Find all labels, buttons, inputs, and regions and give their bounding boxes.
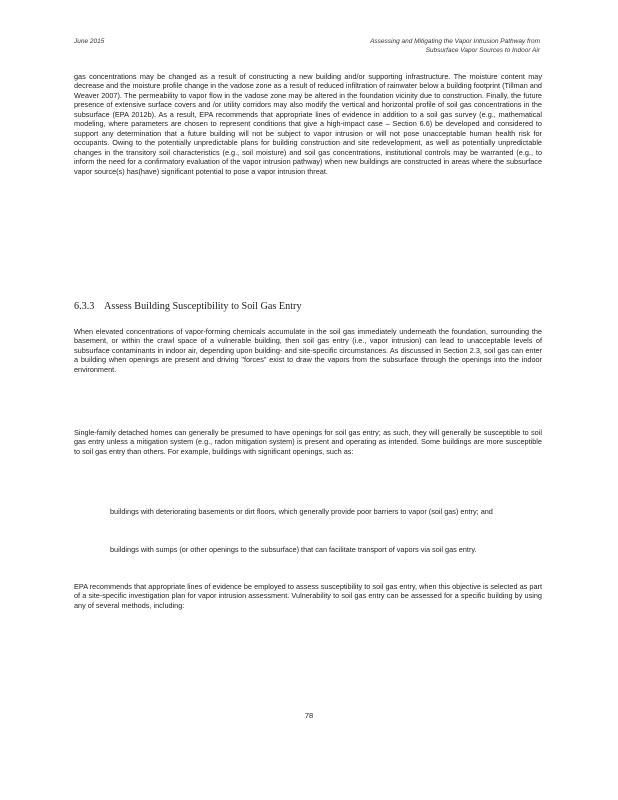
section-number: 6.3.3 [74, 301, 95, 312]
paragraph-epa-recommends [74, 582, 542, 610]
header-title-line2: Subsurface Vapor Sources to Indoor Air [425, 46, 540, 54]
page-number: 78 [304, 711, 314, 720]
header-date: June 2015 [74, 38, 105, 45]
section-heading [74, 301, 542, 312]
paragraph-single-family-homes [74, 428, 542, 456]
paragraph-elevated-concentrations [74, 327, 542, 374]
paragraph-text: EPA recommends that appropriate lines of evidence be employed to assess susceptibility to soil gas entry, when this objective is selected as part of a site-specific investigation plan for vapor intrusion assessment. Vulnerability to soil gas entry can be assessed for a specific building by using any of several methods, including: [74, 582, 542, 610]
paragraph-text: gas concentrations may be changed as a result of constructing a new building and/or supporting infrastructure. The moisture content may decrease and the moisture profile change in the vadose zone as a result of reduced infiltration of rainwater below a building footprint (Tillman and Weaver 2007). The permeability to vapor flow in the vadose zone may be altered in the foundation vicinity due to construction. Finally, the future presence of extensive surface covers and /or utility corridors may also modify the vertical and horizontal profile of soil gas concentrations in the subsurface (EPA 2012b). As a result, EPA recommends that appropriate lines of evidence in addition to a soil gas survey (e.g., mathematical modeling, where parameters are chosen to represent conditions that give a high-impact case – Section 6.6) be developed and considered to support any determination that a future building will not be subject to vapor intrusion or will not pose unacceptable human health risk for occupants. Owing to the potentially unpredictable plans for building construction and site redevelopment, as well as potentially unpredictable changes in the transitory soil characteristics (e.g., soil moisture) and soil gas concentrations, institutional controls may be warranted (e.g., to inform the need for a confirmatory evaluation of the vapor intrusion pathway) when new buildings are constructed in areas where the subsurface vapor source(s) has(have) significant potential to pose a vapor intrusion threat. [74, 72, 542, 176]
bullet-text: buildings with deteriorating basements or dirt floors, which generally provide poor barriers to vapor (soil gas) entry; and [110, 507, 493, 516]
section-title: Assess Building Susceptibility to Soil Gas Entry [104, 301, 302, 312]
paragraph-text: Single-family detached homes can generally be presumed to have openings for soil gas entry; as such, they will generally be susceptible to soil gas entry unless a mitigation system (e.g., radon mitigation system) is present and operating as intended. Some buildings are more susceptible to soil gas entry than others. For example, buildings with significant openings, such as: [74, 428, 542, 456]
header-title-line1: Assessing and Mitigating the Vapor Intrusion Pathway from [370, 38, 540, 45]
header-title [280, 38, 540, 55]
paragraph-text: When elevated concentrations of vapor-forming chemicals accumulate in the soil gas immediately underneath the foundation, surrounding the basement, or within the crawl space of a vulnerable building, then soil gas entry (i.e., vapor intrusion) can lead to unacceptable levels of subsurface contaminants in indoor air, depending upon building- and site-specific circumstances. As discussed in Section 2.3, soil gas can enter a building when openings are present and driving "forces" exist to draw the vapors from the subsurface through the openings into the indoor environment. [74, 327, 542, 374]
paragraph-soil-gas-changes [74, 72, 542, 176]
bullet-text: buildings with sumps (or other openings to the subsurface) that can facilitate transport of vapors via soil gas entry. [110, 545, 477, 554]
